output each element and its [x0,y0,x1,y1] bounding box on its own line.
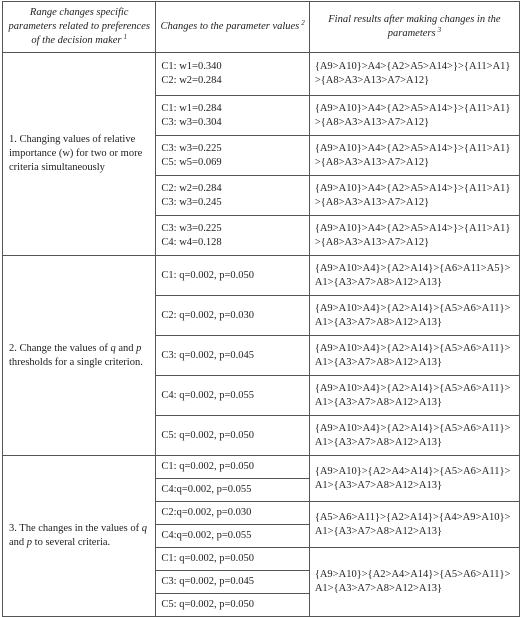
table-row [3,256,520,296]
change-cell: C2: w2=0.284 C3: w3=0.245 [156,176,309,216]
change-cell: C2:q=0.002, p=0.030 [156,502,309,525]
result-cell: {A9>A10}>A4>{A2>A5>A14>}>{A11>A1}>{A8>A3>A13>A7>A12} [309,53,519,96]
result-cell: {A9>A10>A4}>{A2>A14}>{A5>A6>A11}>A1>{A3>A7>A8>A12>A13} [309,376,519,416]
result-cell: {A9>A10}>A4>{A2>A5>A14>}>{A11>A1}>{A8>A3>A13>A7>A12} [309,136,519,176]
change-cell: C1: q=0.002, p=0.050 [156,256,309,296]
group-range-label: 3. The changes in the values of q and p to several criteria. [3,456,156,617]
group-range-label: 2. Change the values of q and p thresholds for a single criterion. [3,256,156,456]
change-cell: C3: q=0.002, p=0.045 [156,571,309,594]
result-cell: {A9>A10}>A4>{A2>A5>A14>}>{A11>A1}>{A8>A3>A13>A7>A12} [309,216,519,256]
header-results: Final results after making changes in the parameters $^3$ [309,2,519,53]
group-range-label: 1. Changing values of relative importance (w) for two or more criteria simultaneously [3,53,156,256]
change-cell: C1: w1=0.284 C3: w3=0.304 [156,96,309,136]
change-cell: C1: w1=0.340 C2: w2=0.284 [156,53,309,96]
change-cell: C4: q=0.002, p=0.055 [156,376,309,416]
result-cell: {A9>A10}>A4>{A2>A5>A14>}>{A11>A1}>{A8>A3>A13>A7>A12} [309,96,519,136]
result-cell: {A9>A10}>{A2>A4>A14}>{A5>A6>A11}>A1>{A3>A7>A8>A12>A13} [309,456,519,502]
result-cell: {A9>A10}>{A2>A4>A14}>{A5>A6>A11}>A1>{A3>A7>A8>A12>A13} [309,548,519,617]
change-cell: C2: q=0.002, p=0.030 [156,296,309,336]
sensitivity-table [2,1,520,617]
change-cell: C3: w3=0.225 C4: w4=0.128 [156,216,309,256]
change-cell: C1: q=0.002, p=0.050 [156,456,309,479]
result-cell: {A9>A10>A4}>{A2>A14}>{A5>A6>A11}>A1>{A3>A7>A8>A12>A13} [309,416,519,456]
change-cell: C3: q=0.002, p=0.045 [156,336,309,376]
change-cell: C4:q=0.002, p=0.055 [156,525,309,548]
table-header-row [3,2,520,53]
change-cell: C3: w3=0.225 C5: w5=0.069 [156,136,309,176]
result-cell: {A9>A10}>A4>{A2>A5>A14>}>{A11>A1}>{A8>A3>A13>A7>A12} [309,176,519,216]
result-cell: {A5>A6>A11}>{A2>A14}>{A4>A9>A10}>A1>{A3>A7>A8>A12>A13} [309,502,519,548]
result-cell: {A9>A10>A4}>{A2>A14}>{A6>A11>A5}>A1>{A3>A7>A8>A12>A13} [309,256,519,296]
result-cell: {A9>A10>A4}>{A2>A14}>{A5>A6>A11}>A1>{A3>A7>A8>A12>A13} [309,336,519,376]
change-cell: C1: q=0.002, p=0.050 [156,548,309,571]
change-cell: C5: q=0.002, p=0.050 [156,416,309,456]
change-cell: C5: q=0.002, p=0.050 [156,594,309,617]
header-changes: Changes to the parameter values $^2$ [156,2,309,53]
result-cell: {A9>A10>A4}>{A2>A14}>{A5>A6>A11}>A1>{A3>A7>A8>A12>A13} [309,296,519,336]
table-row [3,456,520,479]
header-range: Range changes specific parameters related to preferences of the decision maker $^1$ [3,2,156,53]
table-row [3,53,520,96]
change-cell: C4:q=0.002, p=0.055 [156,479,309,502]
